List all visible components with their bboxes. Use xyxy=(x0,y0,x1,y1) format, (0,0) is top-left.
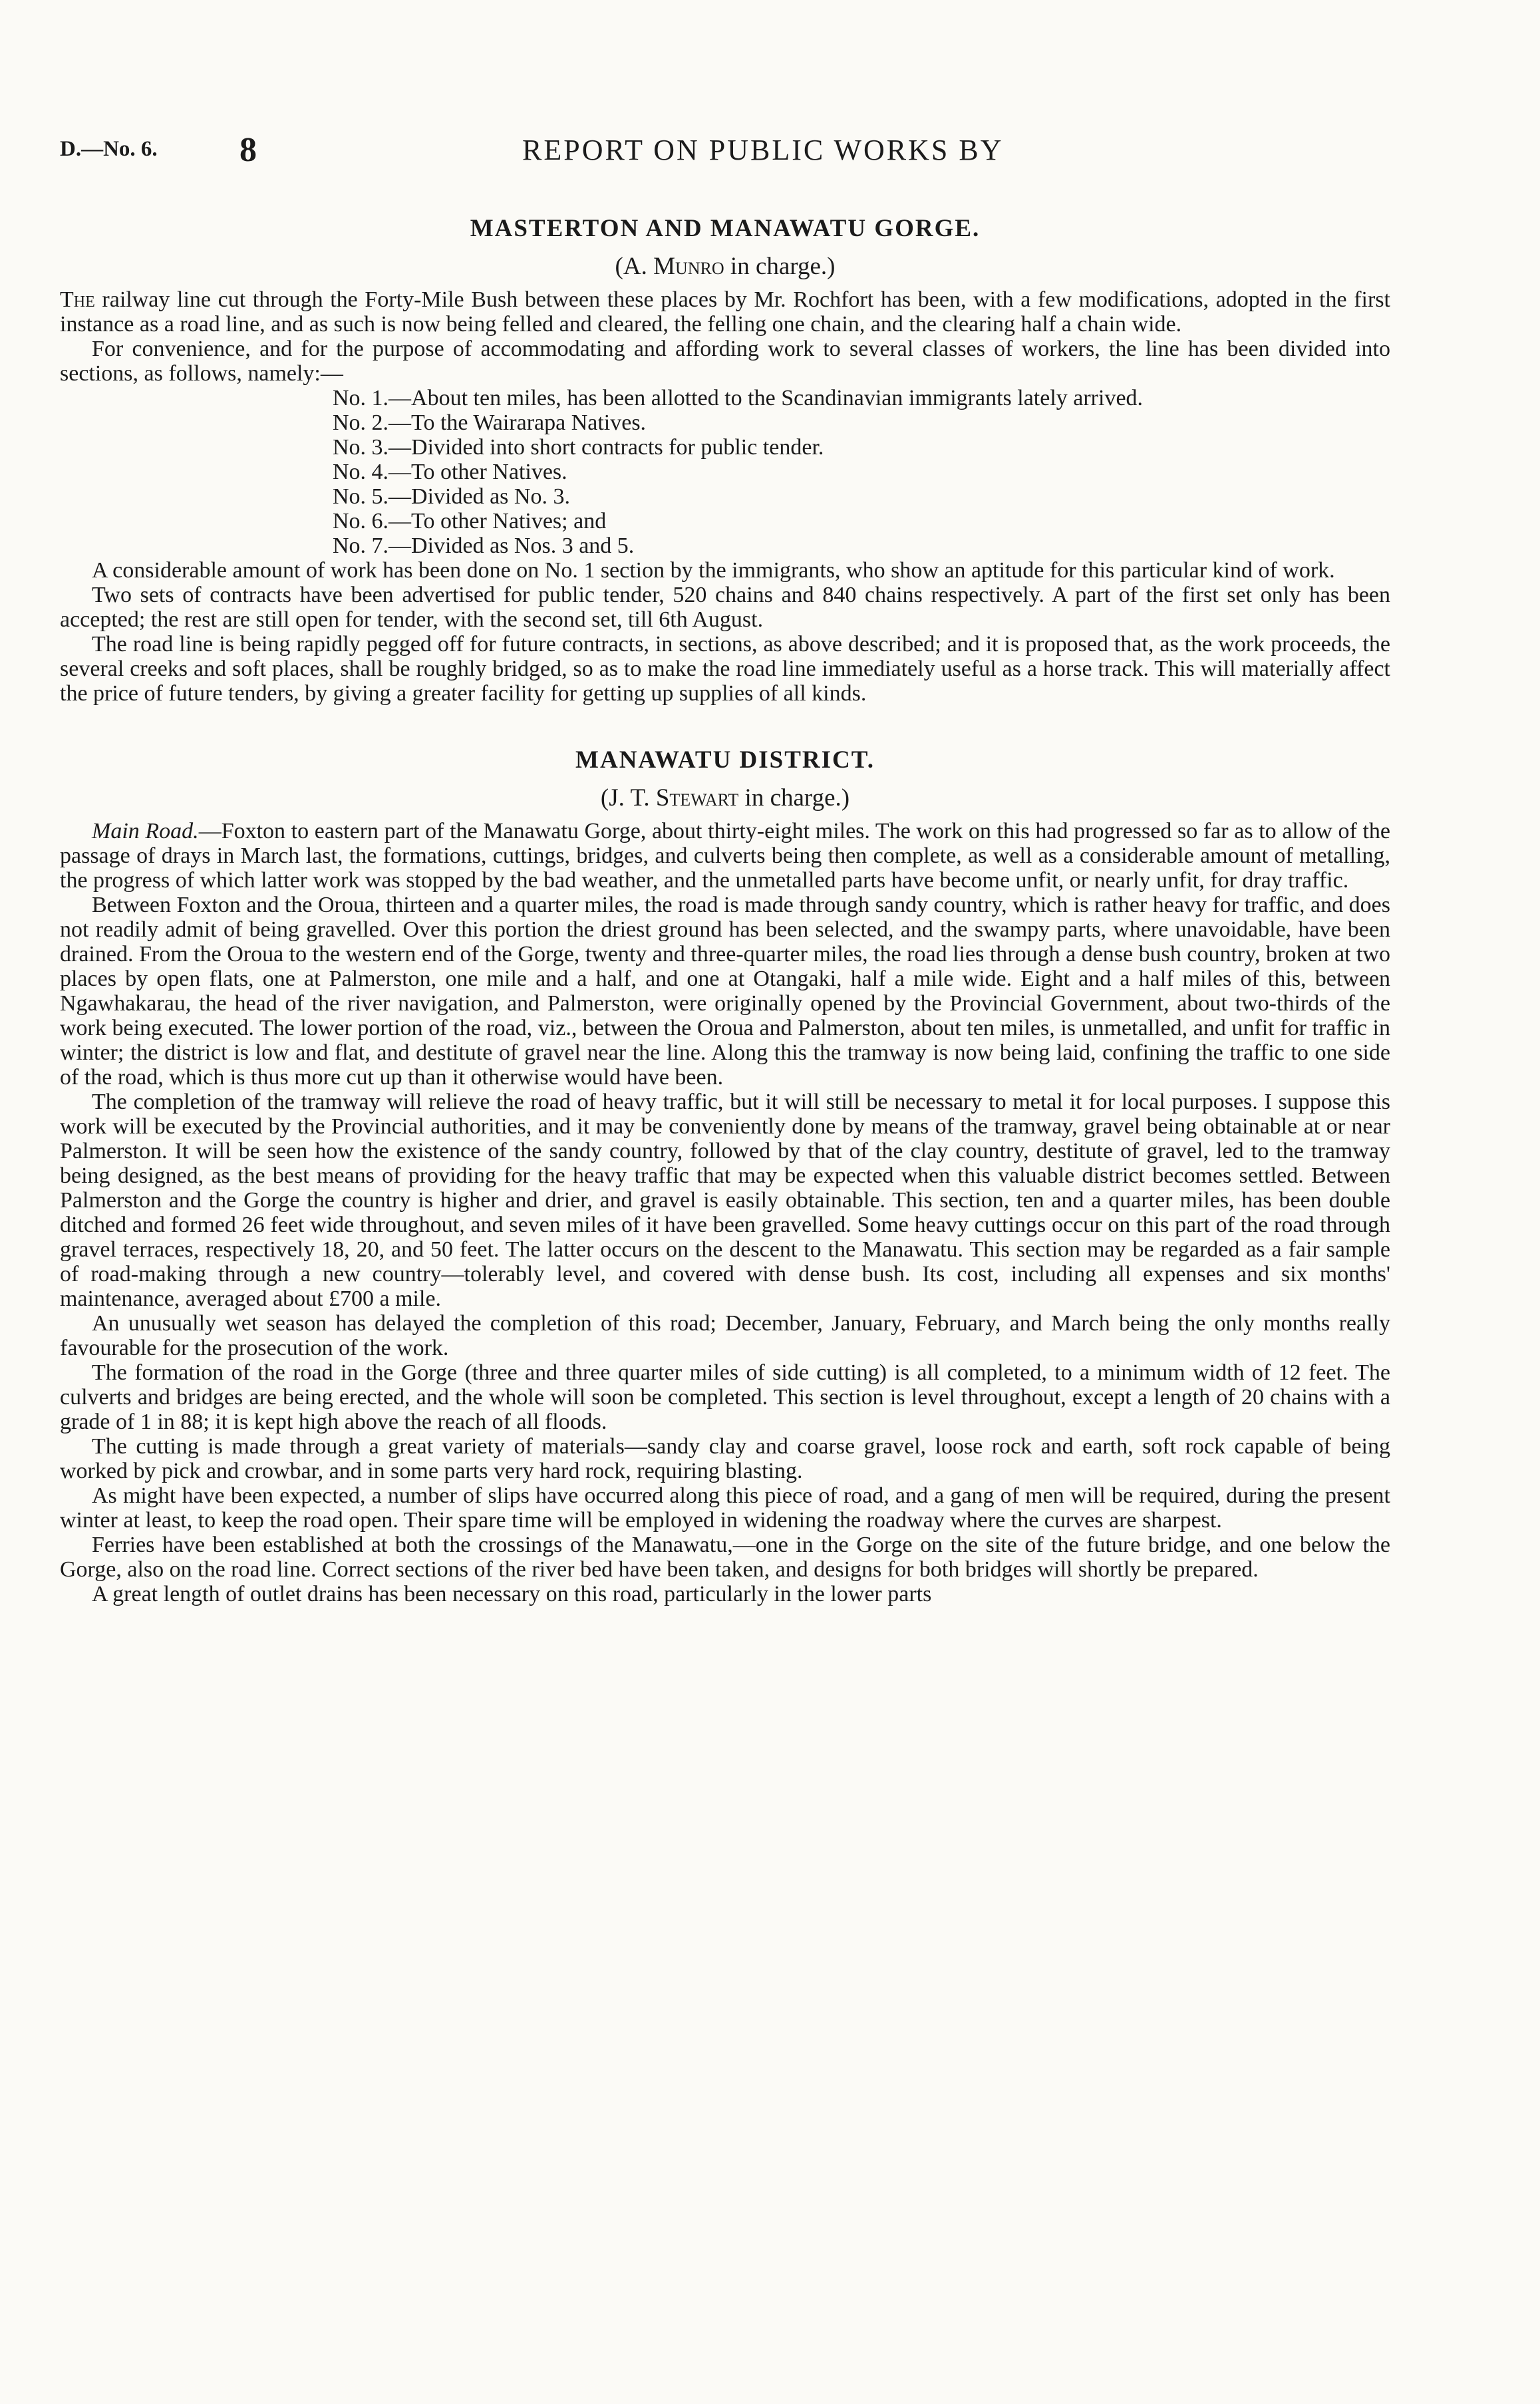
section-list xyxy=(60,386,1390,558)
paragraph: For convenience, and for the purpose of accommodating and affording work to several classes of workers, the line has been divided into sections, as follows, namely:— xyxy=(60,337,1390,386)
section-masterton-manawatu-gorge xyxy=(60,214,1390,706)
document-reference: D.—No. 6. xyxy=(60,137,158,161)
officer-in-charge: (J. T. Stewart in charge.) xyxy=(600,784,850,812)
running-header xyxy=(60,126,1390,180)
section-heading: MASTERTON AND MANAWATU GORGE. xyxy=(470,215,981,242)
page-number: 8 xyxy=(239,131,257,169)
paragraph: An unusually wet season has delayed the completion of this road; December, January, February, and March being the only months really favourable for the prosecution of the work. xyxy=(60,1311,1390,1360)
list-item: No. 2.—To the Wairarapa Natives. xyxy=(333,410,647,435)
list-item: No. 6.—To other Natives; and xyxy=(333,509,607,533)
list-item: No. 5.—Divided as No. 3. xyxy=(333,484,570,509)
paragraph: A considerable amount of work has been done on No. 1 section by the immigrants, who show an aptitude for this particular kind of work. xyxy=(92,558,1335,583)
list-item: No. 4.—To other Natives. xyxy=(333,460,567,484)
paragraph: The completion of the tramway will relieve the road of heavy traffic, but it will still be necessary to metal it for local purposes. I suppose this work will be executed by the Provincial authorities, and it may be conveniently done by means of the tramway, gravel being obtainable at or near Palmerston. It will be seen how the existence of the sandy country, followed by that of the clay country, destitute of gravel, led to the tramway being designed, as the best means of providing for the heavy traffic that may be expected when this valuable district becomes settled. Between Palmerston and the Gorge the country is higher and drier, and gravel is easily obtainable. This section, ten and a quarter miles, has been double ditched and formed 26 feet wide throughout, and seven miles of it have been gravelled. Some heavy cuttings occur on this part of the road through gravel terraces, respectively 18, 20, and 50 feet. The latter occurs on the descent to the Manawatu. This section may be regarded as a fair sample of road-making through a new country—tolerably level, and covered with dense bush. Its cost, including all expenses and six months' maintenance, averaged about £700 a mile. xyxy=(60,1090,1390,1311)
paragraph: The railway line cut through the Forty-Mile Bush between these places by Mr. Rochfort has been, with a few modifications, adopted in the first instance as a road line, and as such is now being felled and cleared, the felling one chain, and the clearing half a chain wide. xyxy=(60,287,1390,337)
paragraph: As might have been expected, a number of slips have occurred along this piece of road, and a gang of men will be required, during the present winter at least, to keep the road open. Their spare time will be employed in widening the roadway where the curves are sharpest. xyxy=(60,1483,1390,1533)
paragraph: Between Foxton and the Oroua, thirteen and a quarter miles, the road is made through sandy country, which is rather heavy for traffic, and does not readily admit of being gravelled. Over this portion the driest ground has been selected, and the swampy parts, where unavoidable, have been drained. From the Oroua to the western end of the Gorge, twenty and three-quarter miles, the road lies through a dense bush country, broken at two places by open flats, one at Palmerston, one mile and a half, and one at Otangaki, half a mile wide. Eight and a half miles of this, between Ngawhakarau, the head of the river navigation, and Palmerston, were originally opened by the Provincial Government, about two-thirds of the work being executed. The lower portion of the road, viz., between the Oroua and Palmerston, about ten miles, is unmetalled, and unfit for traffic in winter; the district is low and flat, and destitute of gravel near the line. Along this the tramway is now being laid, confining the traffic to one side of the road, which is thus more cut up than it otherwise would have been. xyxy=(60,893,1390,1090)
running-title: REPORT ON PUBLIC WORKS BY xyxy=(522,134,1004,166)
paragraph: Two sets of contracts have been advertised for public tender, 520 chains and 840 chains respectively. A part of the first set only has been accepted; the rest are still open for tender, with the second set, till 6th August. xyxy=(60,583,1390,632)
document-page xyxy=(60,126,1390,1606)
paragraph: A great length of outlet drains has been necessary on this road, particularly in the lower parts xyxy=(92,1582,932,1606)
lead-word: The xyxy=(60,287,95,312)
section-heading: MANAWATU DISTRICT. xyxy=(575,746,875,774)
section-manawatu-district xyxy=(60,746,1390,1606)
list-item: No. 1.—About ten miles, has been allotted to the Scandinavian immigrants lately arrived. xyxy=(333,386,1144,410)
subheading-main-road: Main Road. xyxy=(92,819,199,843)
paragraph: The cutting is made through a great variety of materials—sandy clay and coarse gravel, loose rock and earth, soft rock capable of being worked by pick and crowbar, and in some parts very hard rock, requiring blasting. xyxy=(60,1434,1390,1483)
paragraph: The formation of the road in the Gorge (three and three quarter miles of side cutting) is all completed, to a minimum width of 12 feet. The culverts and bridges are being erected, and the whole will soon be completed. This section is level throughout, except a length of 20 chains with a grade of 1 in 88; it is kept high above the reach of all floods. xyxy=(60,1360,1390,1434)
paragraph: The road line is being rapidly pegged off for future contracts, in sections, as above described; and it is proposed that, as the work proceeds, the several creeks and soft places, shall be roughly bridged, so as to make the road line immediately useful as a horse track. This will materially affect the price of future tenders, by giving a greater facility for getting up supplies of all kinds. xyxy=(60,632,1390,706)
paragraph: Ferries have been established at both the crossings of the Manawatu,—one in the Gorge on the site of the future bridge, and one below the Gorge, also on the road line. Correct sections of the river bed have been taken, and designs for both bridges will shortly be prepared. xyxy=(60,1533,1390,1582)
list-item: No. 3.—Divided into short contracts for public tender. xyxy=(333,435,824,460)
list-item: No. 7.—Divided as Nos. 3 and 5. xyxy=(333,533,635,558)
officer-in-charge: (A. Munro in charge.) xyxy=(615,253,836,280)
paragraph: Main Road.—Foxton to eastern part of the Manawatu Gorge, about thirty-eight miles. The work on this had progressed so far as to allow of the passage of drays in March last, the formations, cuttings, bridges, and culverts being then complete, as well as a considerable amount of metalling, the progress of which latter work was stopped by the bad weather, and the unmetalled parts have become unfit, or nearly unfit, for dray traffic. xyxy=(60,819,1390,893)
